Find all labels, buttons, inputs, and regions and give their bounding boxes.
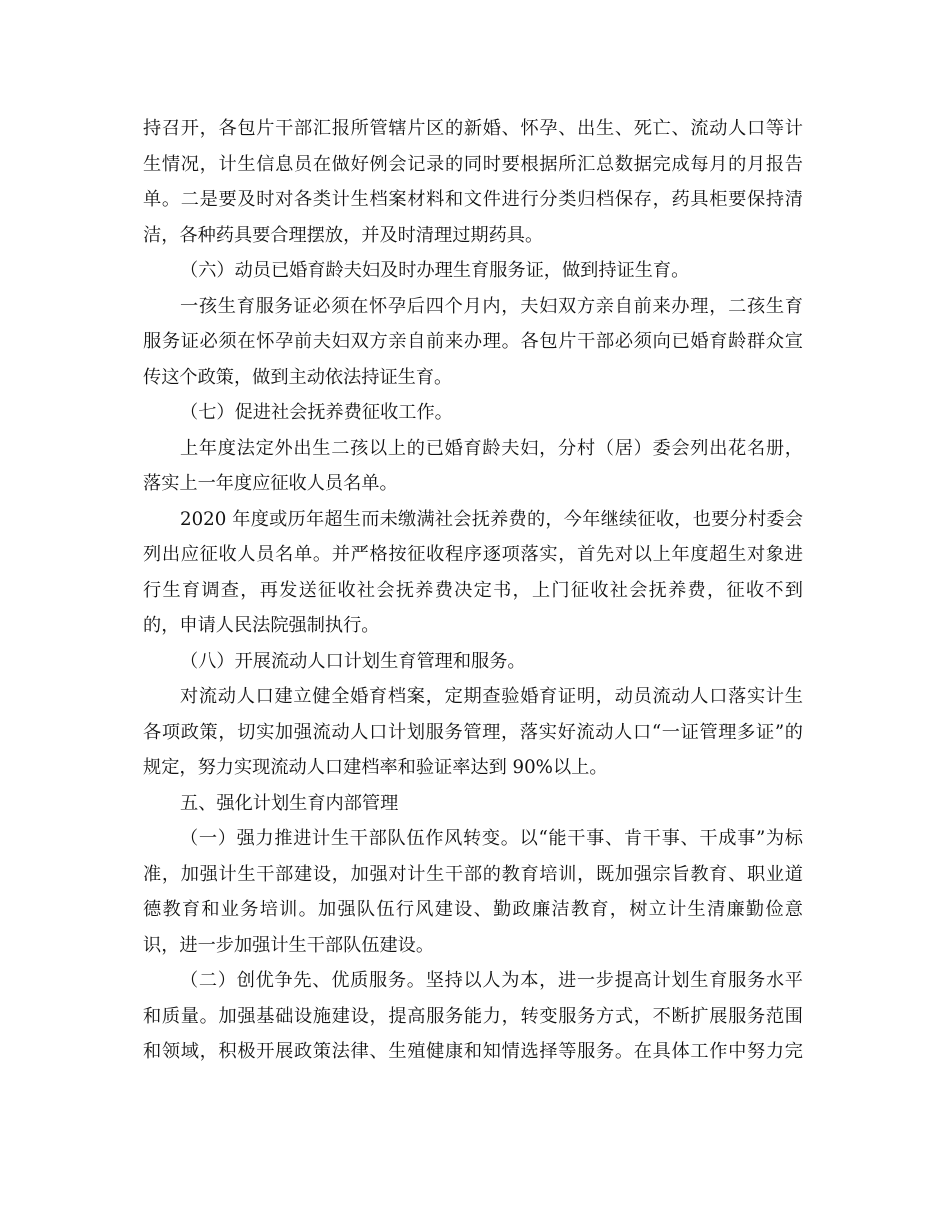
text-line: 准，加强计生干部建设，加强对计生干部的教育培训，既加强宗旨教育、职业道 <box>143 863 803 885</box>
text-line: 识，进一步加强计生干部队伍建设。 <box>143 934 435 956</box>
text-line: 和领域，积极开展政策法律、生殖健康和知情选择等服务。在具体工作中努力完 <box>143 1041 803 1062</box>
document-body <box>143 114 803 1073</box>
text-line: 传这个政策，做到主动依法持证生育。 <box>143 366 453 388</box>
text-line: （六）动员已婚育龄夫妇及时办理生育服务证，做到持证生育。 <box>180 260 690 281</box>
text-line: 落实上一年度应征收人员名单。 <box>143 473 398 494</box>
text-line: 德教育和业务培训。加强队伍行风建设、勤政廉洁教育，树立计生清廉勤俭意 <box>143 899 803 920</box>
text-line: 和质量。加强基础设施建设，提高服务能力，转变服务方式，不断扩展服务范围 <box>143 1005 803 1027</box>
text-line: 的，申请人民法院强制执行。 <box>143 615 380 636</box>
text-line: 各项政策，切实加强流动人口计划服务管理，落实好流动人口“一证管理多证”的 <box>143 721 803 743</box>
text-line: 单。二是要及时对各类计生档案材料和文件进行分类归档保存，药具柜要保持清 <box>143 189 803 210</box>
text-line: 五、强化计划生育内部管理 <box>180 792 399 814</box>
text-line: 服务证必须在怀孕前夫妇双方亲自前来办理。各包片干部必须向已婚育龄群众宣 <box>143 331 803 352</box>
text-line: （二）创优争先、优质服务。坚持以人为本，进一步提高计划生育服务水平 <box>180 970 803 991</box>
text-line: 上年度法定外出生二孩以上的已婚育龄夫妇，分村（居）委会列出花名册， <box>180 437 803 459</box>
text-line: （七）促进社会抚养费征收工作。 <box>180 402 453 423</box>
text-line: （八）开展流动人口计划生育管理和服务。 <box>180 650 526 672</box>
text-line: 洁，各种药具要合理摆放，并及时清理过期药具。 <box>143 224 544 246</box>
text-line: 列出应征收人员名单。并严格按征收程序逐项落实，首先对以上年度超生对象进 <box>143 544 803 565</box>
text-line: 持召开，各包片干部汇报所管辖片区的新婚、怀孕、出生、死亡、流动人口等计 <box>143 118 803 139</box>
text-line: 规定，努力实现流动人口建档率和验证率达到 90%以上。 <box>143 757 608 778</box>
text-line: 2020 年度或历年超生而未缴满社会抚养费的，今年继续征收，也要分村委会 <box>180 508 803 530</box>
text-line: 生情况，计生信息员在做好例会记录的同时要根据所汇总数据完成每月的月报告 <box>143 153 803 175</box>
text-line: （一）强力推进计生干部队伍作风转变。以“能干事、肯干事、干成事”为标 <box>180 828 803 849</box>
text-line: 对流动人口建立健全婚育档案，定期查验婚育证明，动员流动人口落实计生 <box>180 686 803 707</box>
text-line: 一孩生育服务证必须在怀孕后四个月内，夫妇双方亲自前来办理，二孩生育 <box>180 295 803 317</box>
text-line: 行生育调查，再发送征收社会抚养费决定书，上门征收社会抚养费，征收不到 <box>143 579 803 601</box>
